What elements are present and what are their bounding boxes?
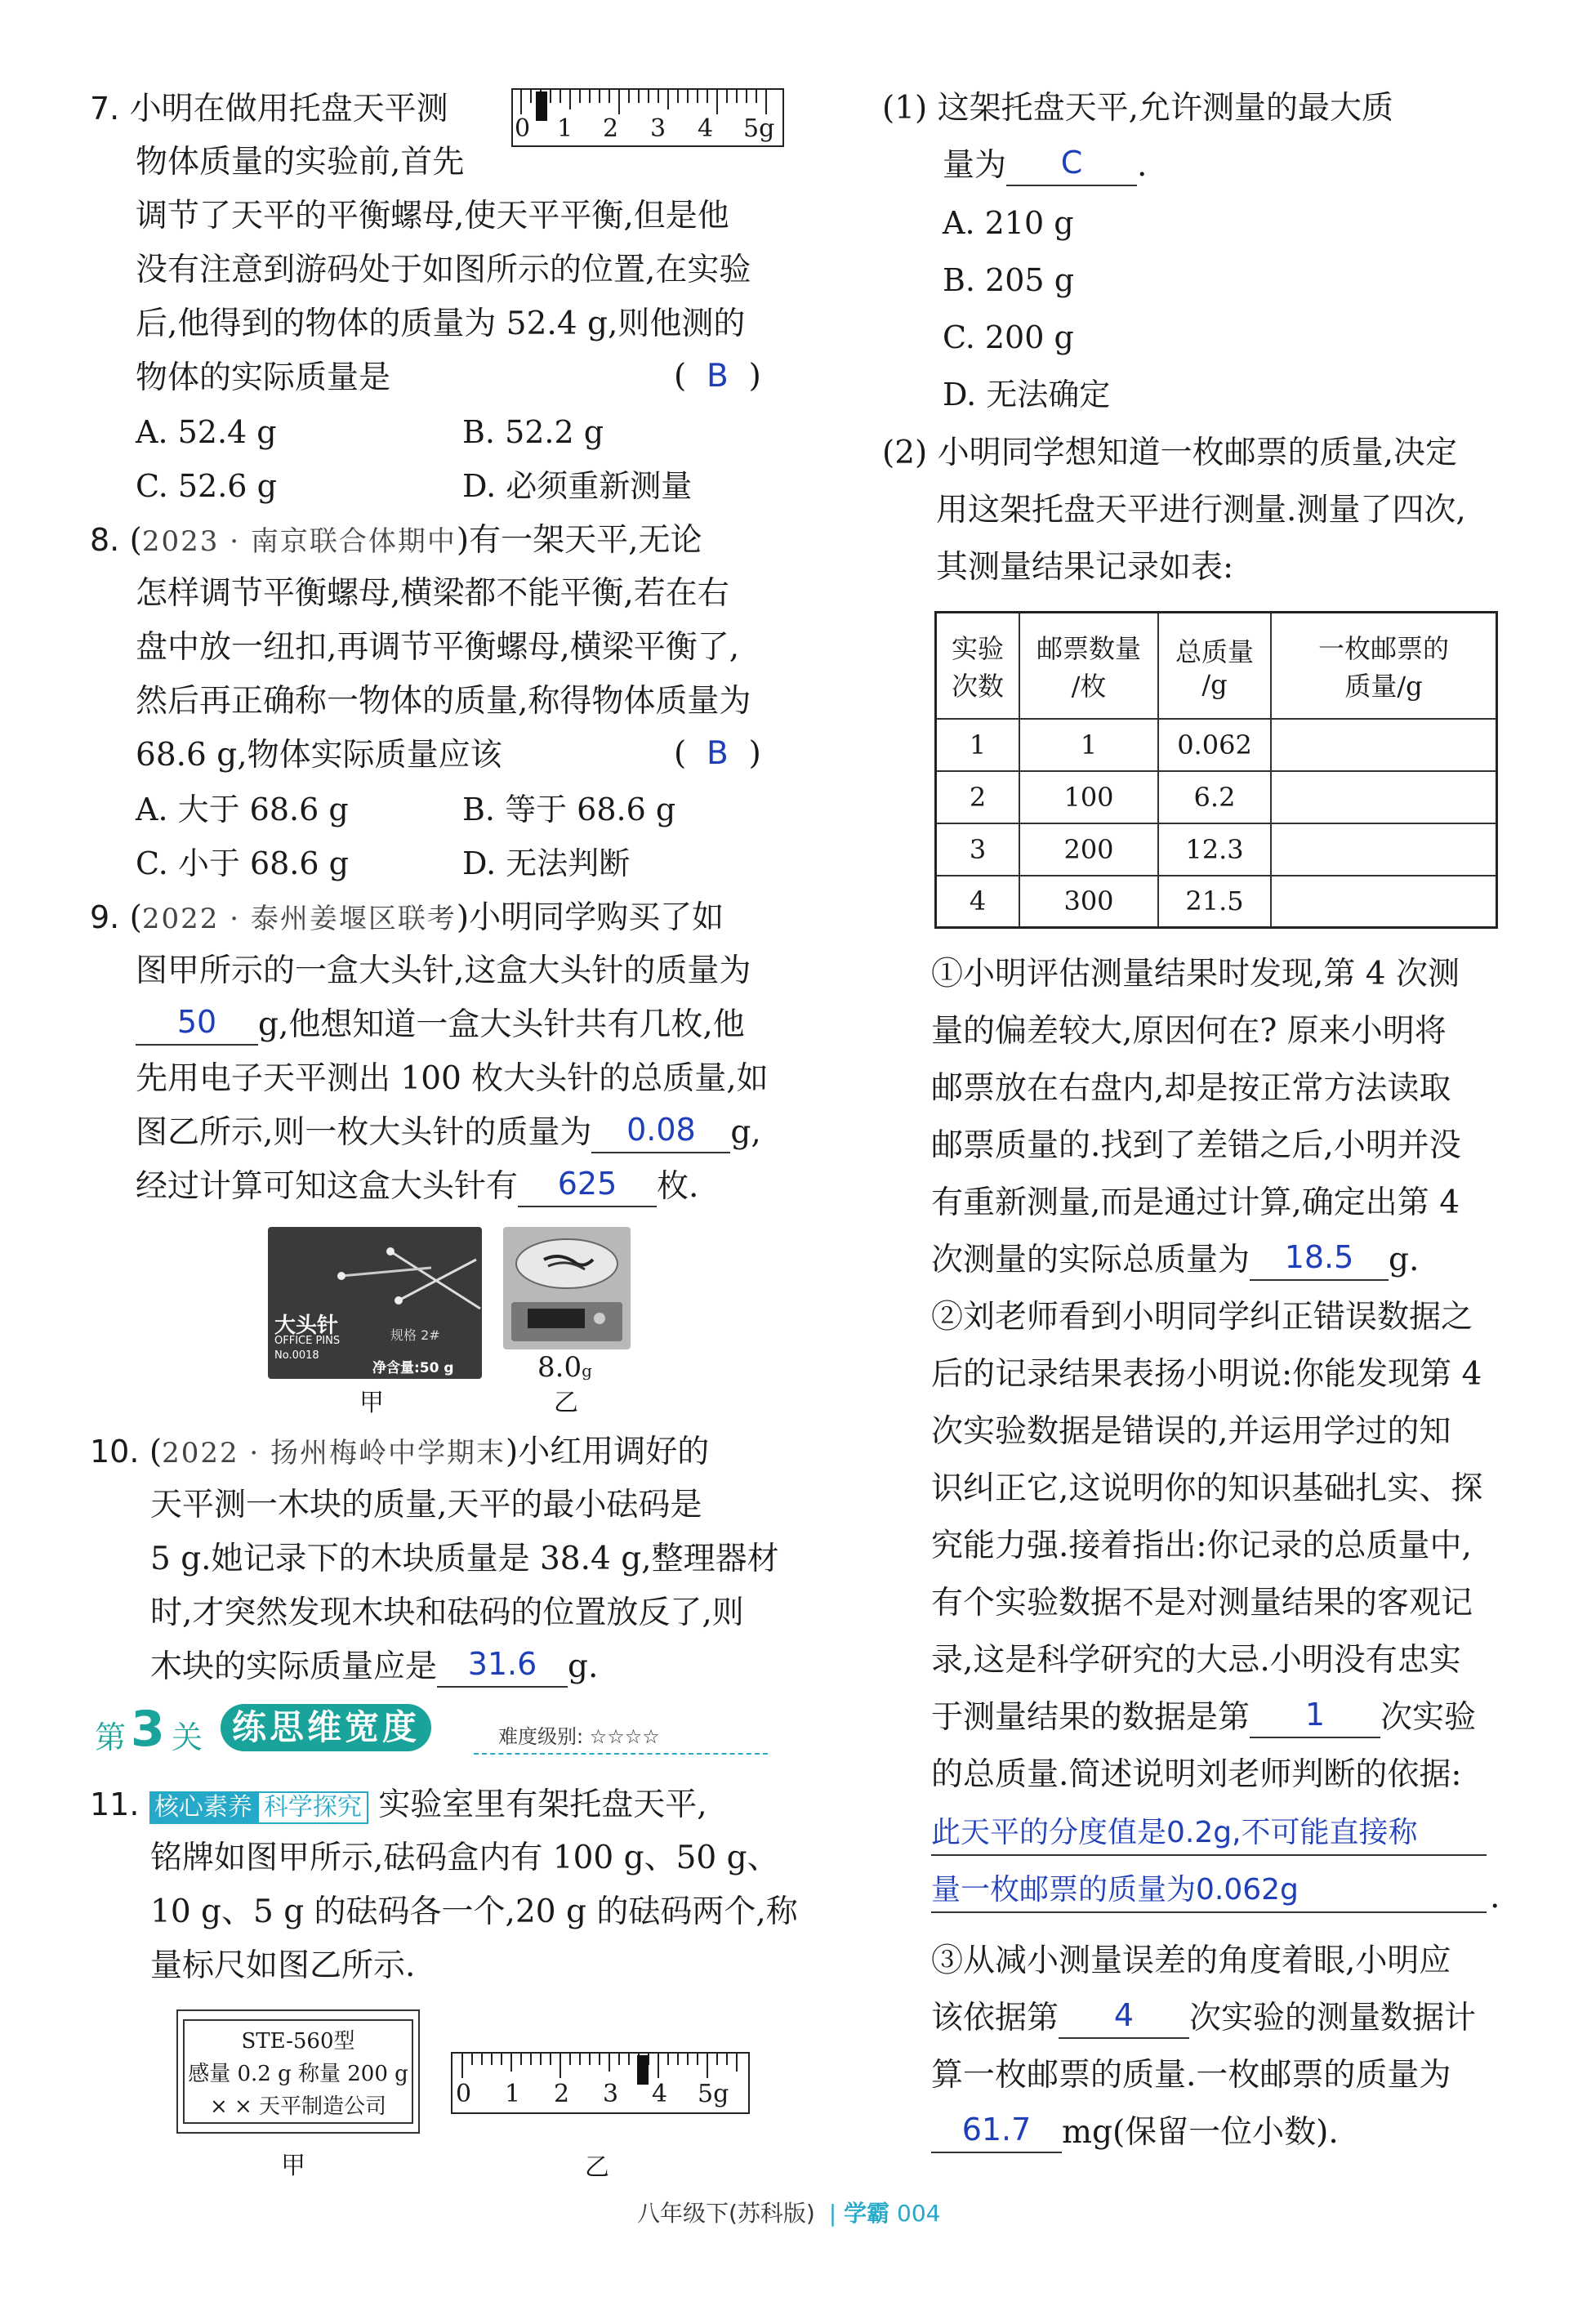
- table-header: 一枚邮票的 质量/g: [1271, 613, 1497, 719]
- sub3-blank-2[interactable]: 61.7: [931, 2116, 1062, 2153]
- sub1-line-2: 量的偏差较大,原因何在? 原来小明将: [931, 1013, 1447, 1050]
- q9-line-2: 图甲所示的一盒大头针,这盒大头针的质量为: [136, 952, 751, 989]
- q8-choice-b: B. 等于 68.6 g: [462, 792, 676, 827]
- p1-line-1: (1) 这架托盘天平,允许测量的最大质: [882, 90, 1394, 127]
- sub2-line-7: 录,这是科学研究的大忌.小明没有忠实: [931, 1642, 1461, 1679]
- q9-label-jia: 甲: [359, 1389, 384, 1417]
- q8-choice-a: A. 大于 68.6 g: [136, 792, 349, 827]
- q7-answer-paren: ( B ): [674, 358, 761, 395]
- electronic-balance-photo: [503, 1227, 631, 1349]
- q9-blank-1[interactable]: 50: [136, 1008, 258, 1046]
- table-header: 实验 次数: [936, 613, 1020, 719]
- table-row: 2 100 6.2: [936, 771, 1497, 823]
- sub2-line-3: 次实验数据是错误的,并运用学过的知: [931, 1413, 1451, 1450]
- balance-drawing: [503, 1227, 631, 1349]
- q11-line-1: 11. 核心素养 科学探究 实验室里有架托盘天平,: [90, 1786, 707, 1823]
- q10-line-5: 木块的实际质量应是 31.6 g.: [150, 1647, 598, 1688]
- q8-answer: B: [707, 735, 729, 772]
- sub2-end-period: .: [1490, 1879, 1500, 1916]
- footer-brand: 学霸: [844, 2200, 890, 2227]
- sub1-line-3: 邮票放在右盘内,却是按正常方法读取: [931, 1070, 1451, 1107]
- q7-choice-a: A. 52.4 g: [136, 414, 277, 450]
- q9-line-5: 图乙所示,则一枚大头针的质量为 0.08 g,: [136, 1113, 761, 1153]
- tag-scientific-inquiry: 科学探究: [257, 1791, 368, 1824]
- q9-label-yi: 乙: [554, 1389, 578, 1417]
- q10-source: 2022 · 扬州梅岭中学期末: [162, 1437, 506, 1470]
- balance-nameplate: STE-560型 感量 0.2 g 称量 200 g × × 天平制造公司: [176, 2009, 420, 2134]
- q7-choice-b: B. 52.2 g: [462, 414, 604, 450]
- sub2-line-8: 于测量结果的数据是第 1 次实验: [931, 1697, 1476, 1738]
- table-header: 总质量 /g: [1158, 613, 1271, 719]
- table-row: 1 1 0.062: [936, 719, 1497, 771]
- table-header: 邮票数量 /枚: [1019, 613, 1158, 719]
- banner-title: 练思维宽度: [221, 1704, 431, 1751]
- balance-reading: 8.0g: [537, 1351, 592, 1384]
- q10-line-4: 时,才突然发现木块和砝码的位置放反了,则: [150, 1595, 744, 1631]
- sub3-blank-1[interactable]: 4: [1059, 2001, 1189, 2039]
- q7-line-6: 物体的实际质量是: [136, 359, 391, 396]
- sub2-answer-line-2[interactable]: 量一枚邮票的质量为0.062g: [931, 1869, 1487, 1913]
- q8-line-1: 8. (2023 · 南京联合体期中)有一架天平,无论: [90, 522, 702, 559]
- q11-rider-scale: 0 1 2 3 4 5g: [451, 2052, 750, 2114]
- sub3-line-2: 该依据第 4 次实验的测量数据计: [931, 1998, 1476, 2039]
- q7-answer: B: [707, 358, 729, 395]
- sub2-line-6: 有个实验数据不是对测量结果的客观记: [931, 1585, 1473, 1621]
- q8-choice-c: C. 小于 68.6 g: [136, 845, 349, 881]
- sub1-line-6: 次测量的实际总质量为 18.5 g.: [931, 1240, 1419, 1281]
- p1-choice-c: C. 200 g: [943, 319, 1074, 355]
- q10-blank-1[interactable]: 31.6: [437, 1650, 568, 1688]
- q10-line-3: 5 g.她记录下的木块质量是 38.4 g,整理器材: [150, 1541, 779, 1577]
- q8-line-2: 怎样调节平衡螺母,横梁都不能平衡,若在右: [136, 575, 729, 612]
- q8-line-5: 68.6 g,物体实际质量应该: [136, 737, 502, 774]
- q8-line-4: 然后再正确称一物体的质量,称得物体质量为: [136, 683, 751, 720]
- table-row: 4 300 21.5: [936, 876, 1497, 928]
- q11-label-yi: 乙: [585, 2153, 609, 2182]
- q11-label-jia: 甲: [281, 2152, 305, 2180]
- q7-line-1: 7. 小明在做用托盘天平测: [90, 91, 448, 127]
- q11-line-4: 量标尺如图乙所示.: [150, 1947, 416, 1984]
- p2-line-2: 用这架托盘天平进行测量.测量了四次,: [936, 492, 1466, 529]
- sub1-line-5: 有重新测量,而是通过计算,确定出第 4: [931, 1184, 1460, 1221]
- sub1-blank-1[interactable]: 18.5: [1250, 1243, 1389, 1281]
- q11-rider: [637, 2055, 649, 2085]
- sub3-line-3: 算一枚邮票的质量.一枚邮票的质量为: [931, 2057, 1451, 2094]
- sub3-line-4: 61.7 mg(保留一位小数).: [931, 2112, 1339, 2153]
- tag-core-literacy: 核心素养: [149, 1791, 257, 1824]
- q7-line-5: 后,他得到的物体的质量为 52.4 g,则他测的: [136, 306, 746, 342]
- sub2-line-2: 后的记录结果表扬小明说:你能发现第 4: [931, 1356, 1482, 1393]
- sub2-line-1: ②刘老师看到小明同学纠正错误数据之: [931, 1299, 1473, 1336]
- q10-line-1: 10. (2022 · 扬州梅岭中学期末)小红用调好的: [90, 1434, 710, 1470]
- sub2-line-9: 的总质量.简述说明刘老师判断的依据:: [931, 1756, 1462, 1793]
- q9-line-6: 经过计算可知这盒大头针有 625 枚.: [136, 1166, 698, 1207]
- section-banner: 第 3 关 练思维宽度 难度级别: ☆☆☆☆: [90, 1701, 768, 1758]
- p1-line-2: 量为 C .: [943, 145, 1147, 186]
- table-header-row: [936, 613, 1497, 719]
- footer-page: 004: [897, 2200, 941, 2227]
- q8-answer-paren: ( B ): [674, 735, 761, 772]
- p1-choice-a: A. 210 g: [943, 205, 1074, 241]
- q8-line-3: 盘中放一纽扣,再调节平衡螺母,横梁平衡了,: [136, 629, 740, 666]
- q7-rider-scale: 0 2 3 4 5g 1: [511, 88, 784, 147]
- sub1-line-1: ①小明评估测量结果时发现,第 4 次测: [931, 956, 1460, 992]
- table-row: 3 200 12.3: [936, 823, 1497, 876]
- p1-choice-d: D. 无法确定: [943, 377, 1111, 413]
- sub3-line-1: ③从减小测量误差的角度着眼,小明应: [931, 1942, 1451, 1979]
- q8-source: 2023 · 南京联合体期中: [141, 525, 457, 558]
- p1-blank-1[interactable]: C: [1006, 149, 1137, 186]
- difficulty-level: 难度级别: ☆☆☆☆: [498, 1725, 660, 1748]
- sub2-line-4: 识纠正它,这说明你的知识基础扎实、探: [931, 1470, 1483, 1507]
- banner-divider: [474, 1753, 768, 1755]
- q9-blank-2[interactable]: 0.08: [591, 1116, 730, 1153]
- q7-line-2: 物体质量的实验前,首先: [136, 144, 465, 181]
- q7-scale-ticks-svg: [513, 90, 782, 145]
- banner-number: 3: [131, 1701, 165, 1758]
- q9-line-3: 50 g,他想知道一盒大头针共有几枚,他: [136, 1005, 745, 1046]
- q10-line-2: 天平测一木块的质量,天平的最小砝码是: [150, 1487, 702, 1523]
- p1-choice-b: B. 205 g: [943, 262, 1075, 298]
- pin-box-photo: 大头针 OFFICE PINS No.0018 规格 2# 净含量:50 g: [268, 1227, 482, 1379]
- q8-choice-d: D. 无法判断: [462, 845, 631, 881]
- q9-source: 2022 · 泰州姜堰区联考: [141, 903, 457, 935]
- q9-line-4: 先用电子天平测出 100 枚大头针的总质量,如: [136, 1060, 769, 1097]
- q7-choice-c: C. 52.6 g: [136, 468, 277, 504]
- q11-line-2: 铭牌如图甲所示,砝码盒内有 100 g、50 g、: [150, 1840, 779, 1876]
- q7-line-4: 没有注意到游码处于如图所示的位置,在实验: [136, 252, 751, 288]
- q7-line-3: 调节了天平的平衡螺母,使天平平衡,但是他: [136, 198, 729, 234]
- q7-rider: [536, 91, 547, 121]
- sub2-line-5: 究能力强.接着指出:你记录的总质量中,: [931, 1528, 1472, 1564]
- stamp-mass-table: [934, 611, 1498, 929]
- sub2-answer-line-1[interactable]: 此天平的分度值是0.2g,不可能直接称: [931, 1812, 1487, 1856]
- q9-line-1: 9. (2022 · 泰州姜堰区联考)小明同学购买了如: [90, 899, 724, 936]
- sub2-blank-1[interactable]: 1: [1250, 1701, 1380, 1738]
- footer-grade: 八年级下(苏科版): [637, 2200, 815, 2227]
- sub1-line-4: 邮票质量的.找到了差错之后,小明并没: [931, 1127, 1461, 1164]
- q7-choice-d: D. 必须重新测量: [462, 468, 693, 504]
- p2-line-3: 其测量结果记录如表:: [936, 549, 1234, 586]
- p2-line-1: (2) 小明同学想知道一枚邮票的质量,决定: [882, 435, 1458, 471]
- q11-line-3: 10 g、5 g 的砝码各一个,20 g 的砝码两个,称: [150, 1893, 798, 1930]
- q9-blank-3[interactable]: 625: [518, 1170, 657, 1207]
- footer: 八年级下(苏科版) | 学霸 004: [637, 2200, 941, 2227]
